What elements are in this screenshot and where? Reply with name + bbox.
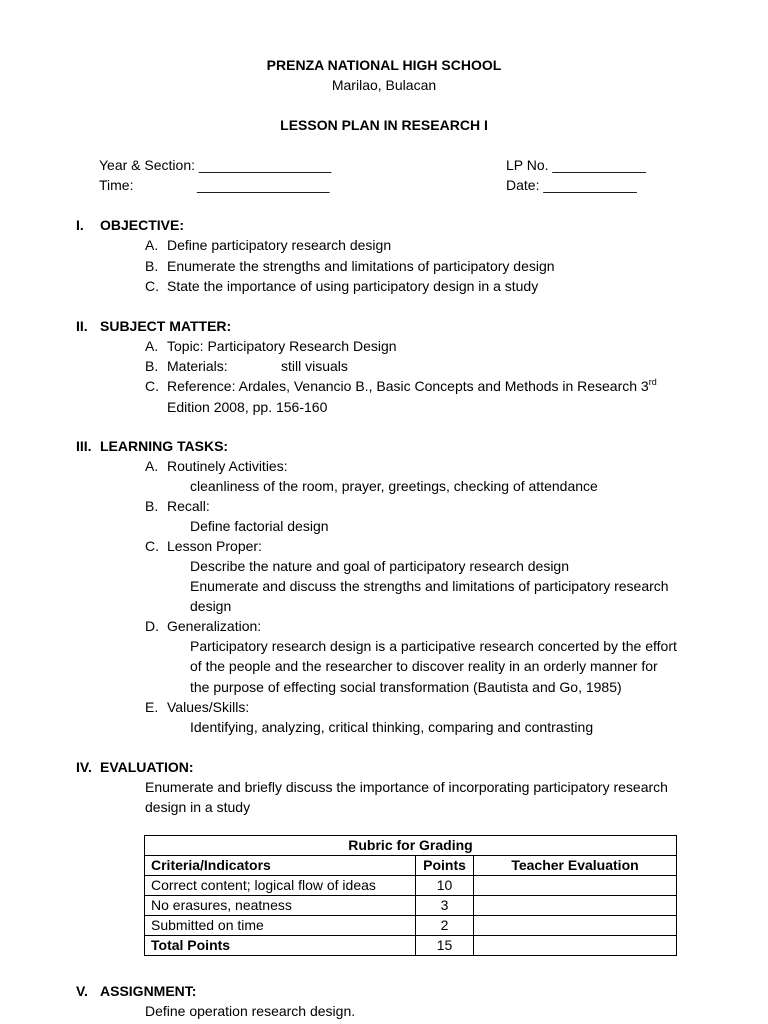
table-row: [145, 916, 677, 936]
item-text: Enumerate the strengths and limitations of participatory design: [167, 258, 555, 274]
task-recall-label: [145, 496, 210, 516]
item-letter: D.: [145, 618, 159, 634]
evaluation-cell: [474, 876, 677, 896]
table-header-row: [145, 856, 677, 876]
points-cell: 3: [416, 896, 474, 916]
item-label: Generalization:: [167, 618, 262, 634]
column-header-teacher-evaluation: Teacher Evaluation: [474, 856, 677, 876]
time-field: _________________: [197, 177, 330, 193]
task-line: the purpose of effecting social transformation (Bautista and Go, 1985): [190, 679, 622, 695]
evaluation-line: design in a study: [145, 799, 251, 815]
item-letter: A.: [145, 237, 159, 253]
item-letter: B.: [145, 498, 159, 514]
section-assignment-heading: [76, 981, 196, 1001]
school-location: Marilao, Bulacan: [331, 77, 437, 93]
item-text: Topic: Participatory Research Design: [167, 338, 397, 354]
list-item-reference: [145, 376, 657, 396]
section-number: II.: [76, 318, 88, 334]
table-total-row: [145, 936, 677, 956]
section-title: OBJECTIVE:: [100, 217, 185, 233]
item-text: Define participatory research design: [167, 237, 392, 253]
time-label: Time:: [99, 177, 134, 193]
table-title-row: [145, 836, 677, 856]
task-generalization-label: [145, 616, 261, 636]
task-line: Define factorial design: [190, 518, 329, 534]
section-title: EVALUATION:: [100, 759, 194, 775]
list-item-materials: [145, 356, 228, 376]
column-header-points: Points: [416, 856, 474, 876]
task-line: Describe the nature and goal of participatory research design: [190, 558, 569, 574]
item-letter: A.: [145, 338, 159, 354]
section-title: ASSIGNMENT:: [100, 983, 197, 999]
school-name: PRENZA NATIONAL HIGH SCHOOL: [266, 57, 502, 73]
evaluation-line: Enumerate and briefly discuss the importance of incorporating participatory research: [145, 779, 668, 795]
evaluation-cell: [474, 896, 677, 916]
task-line: Enumerate and discuss the strengths and limitations of participatory research: [190, 578, 669, 594]
item-text: Reference: Ardales, Venancio B., Basic Concepts and Methods in Research 3: [167, 378, 649, 394]
criteria-cell: Submitted on time: [145, 916, 416, 936]
total-points-cell: 15: [416, 936, 474, 956]
ordinal-suffix: rd: [648, 377, 657, 387]
task-lesson-proper-label: [145, 536, 262, 556]
task-routine-label: [145, 456, 288, 476]
lp-number-field: LP No. ____________: [506, 157, 646, 173]
item-label: Materials:: [167, 358, 228, 374]
list-item: [145, 256, 555, 276]
date-field: Date: ____________: [506, 177, 637, 193]
item-letter: C.: [145, 378, 159, 394]
evaluation-cell: [474, 916, 677, 936]
task-line: cleanliness of the room, prayer, greetings, checking of attendance: [190, 478, 598, 494]
section-title: LEARNING TASKS:: [100, 438, 229, 454]
rubric-table: [144, 835, 677, 956]
section-number: IV.: [76, 759, 92, 775]
table-row: [145, 876, 677, 896]
criteria-cell: No erasures, neatness: [145, 896, 416, 916]
item-label: Lesson Proper:: [167, 538, 262, 554]
item-letter: C.: [145, 278, 159, 294]
year-section-field: Year & Section: _________________: [99, 157, 332, 173]
assignment-line: Define operation research design.: [145, 1003, 356, 1019]
item-letter: C.: [145, 538, 159, 554]
table-row: [145, 896, 677, 916]
section-learning-tasks-heading: [76, 436, 228, 456]
list-item-topic: [145, 336, 397, 356]
item-text: State the importance of using participatory design in a study: [167, 278, 539, 294]
item-label: Values/Skills:: [167, 699, 250, 715]
item-letter: A.: [145, 458, 159, 474]
task-line: Identifying, analyzing, critical thinking, comparing and contrasting: [190, 719, 594, 735]
task-line: of the people and the researcher to discover reality in an orderly manner for: [190, 658, 658, 674]
item-letter: B.: [145, 258, 159, 274]
points-cell: 10: [416, 876, 474, 896]
materials-value: still visuals: [281, 358, 348, 374]
document-title: LESSON PLAN IN RESEARCH I: [280, 117, 488, 133]
task-values-label: [145, 697, 249, 717]
reference-continuation: Edition 2008, pp. 156-160: [167, 399, 328, 415]
rubric-title: Rubric for Grading: [145, 836, 677, 856]
section-number: I.: [76, 217, 84, 233]
task-line: Participatory research design is a participative research concerted by the effort: [190, 638, 677, 654]
item-letter: B.: [145, 358, 159, 374]
section-evaluation-heading: [76, 757, 194, 777]
section-title: SUBJECT MATTER:: [100, 318, 232, 334]
section-objective-heading: [76, 215, 184, 235]
item-label: Routinely Activities:: [167, 458, 288, 474]
list-item: [145, 235, 391, 255]
total-evaluation-cell: [474, 936, 677, 956]
item-label: Recall:: [167, 498, 210, 514]
item-letter: E.: [145, 699, 159, 715]
column-header-criteria: Criteria/Indicators: [145, 856, 416, 876]
criteria-cell: Correct content; logical flow of ideas: [145, 876, 416, 896]
section-number: V.: [76, 983, 88, 999]
points-cell: 2: [416, 916, 474, 936]
section-subject-matter-heading: [76, 316, 231, 336]
task-line: design: [190, 598, 232, 614]
total-label-cell: Total Points: [145, 936, 416, 956]
section-number: III.: [76, 438, 92, 454]
list-item: [145, 276, 538, 296]
